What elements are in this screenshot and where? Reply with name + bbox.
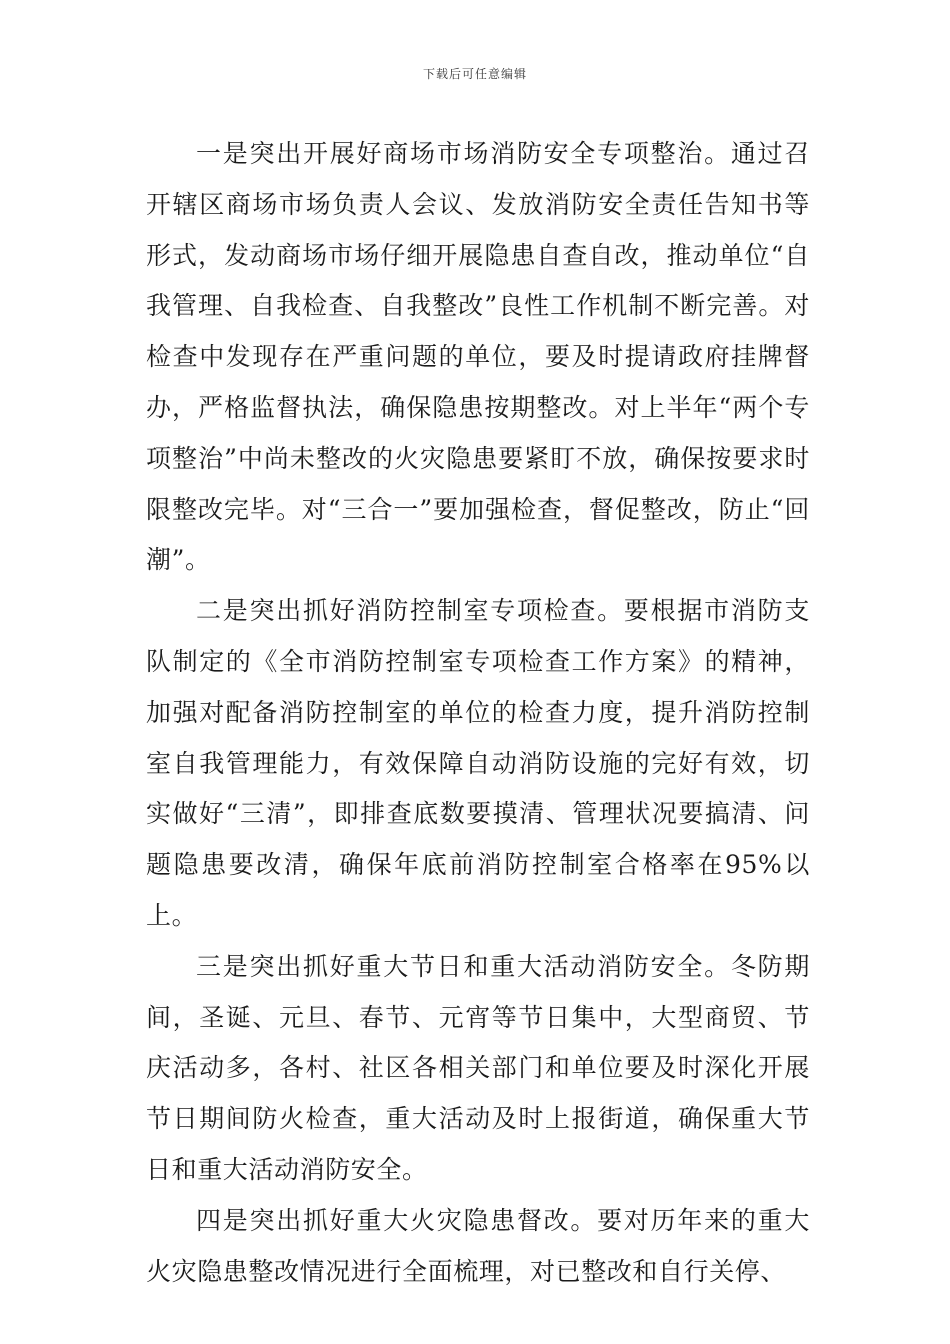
paragraph-4: 四是突出抓好重大火灾隐患督改。要对历年来的重大火灾隐患整改情况进行全面梳理，对已整改和自行关停、 [146,1205,810,1286]
document-body [146,129,810,1297]
page-header: 下载后可任意编辑 [422,67,527,81]
paragraph-3: 三是突出抓好重大节日和重大活动消防安全。冬防期间，圣诞、元旦、春节、元宵等节日集中，大型商贸、节庆活动多，各村、社区各相关部门和单位要及时深化开展节日期间防火检查，重大活动及时上报街道，确保重大节日和重大活动消防安全。 [146,951,810,1184]
paragraph-1: 一是突出开展好商场市场消防安全专项整治。通过召开辖区商场市场负责人会议、发放消防安全责任告知书等形式，发动商场市场仔细开展隐患自查自改，推动单位“自我管理、自我检查、自我整改”良性工作机制不断完善。对检查中发现存在严重问题的单位，要及时提请政府挂牌督办，严格监督执法，确保隐患按期整改。对上半年“两个专项整治”中尚未整改的火灾隐患要紧盯不放，确保按要求时限整改完毕。对“三合一”要加强检查，督促整改，防止“回潮”。 [146,139,810,575]
paragraph-2: 二是突出抓好消防控制室专项检查。要根据市消防支队制定的《全市消防控制室专项检查工作方案》的精神，加强对配备消防控制室的单位的检查力度，提升消防控制室自我管理能力，有效保障自动消防设施的完好有效，切实做好“三清”，即排查底数要摸清、管理状况要搞清、问题隐患要改清，确保年底前消防控制室合格率在95%以上。 [146,596,810,930]
